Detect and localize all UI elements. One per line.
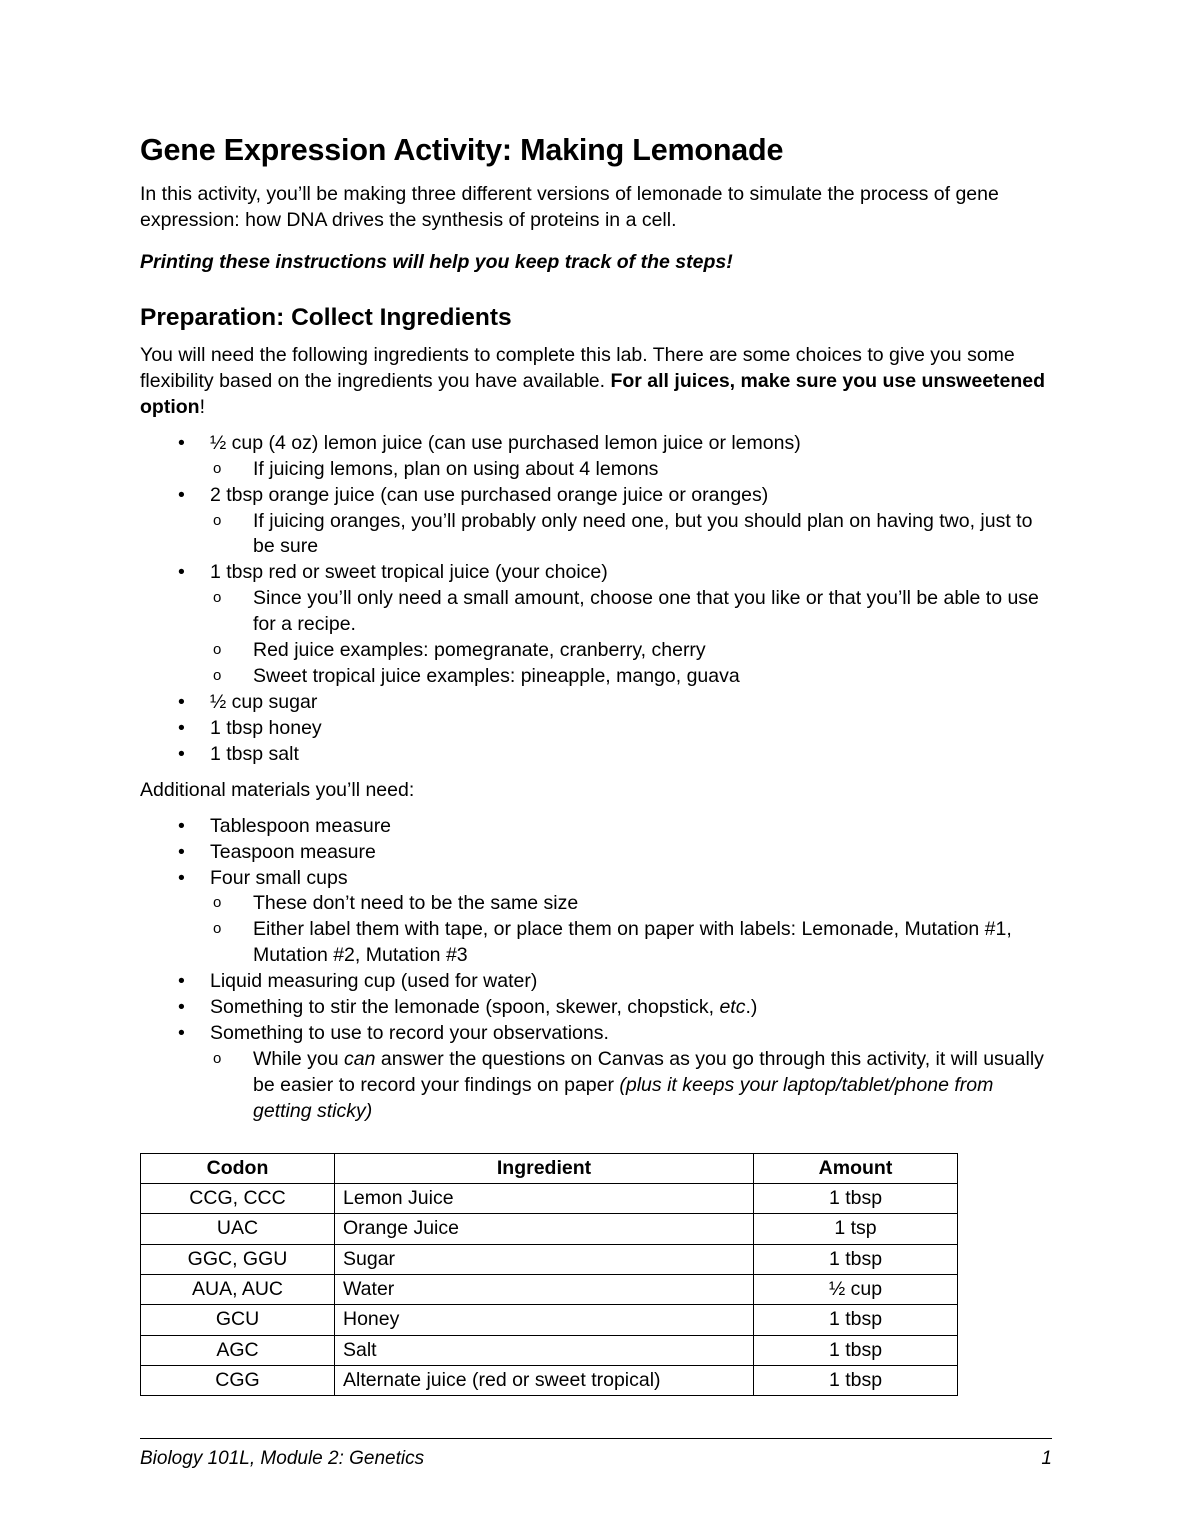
list-item: [210, 664, 1050, 690]
cell-amount: 1 tbsp: [754, 1366, 958, 1396]
preparation-intro-part1: You will need the following ingredients to complete this lab. There are some choices to give you some flexibility based on the ingredients you have available.: [140, 344, 1015, 392]
table-row: [141, 1305, 958, 1335]
list-item-label: Tablespoon measure: [210, 814, 392, 837]
record-italic-paren: (plus it keeps your laptop/tablet/phone from getting sticky): [253, 1073, 994, 1122]
sub-item-label: If juicing oranges, you’ll probably only need one, but you should plan on having two, just to be sure: [253, 509, 1033, 558]
list-item: [140, 716, 1050, 742]
sub-item-label: These don’t need to be the same size: [253, 892, 579, 915]
list-item: [210, 457, 1050, 483]
cell-ingredient: Alternate juice (red or sweet tropical): [335, 1366, 754, 1396]
cell-codon: AUA, AUC: [141, 1275, 335, 1305]
table-row: [141, 1214, 958, 1244]
bullet-icon: •: [178, 742, 185, 765]
footer-row: [140, 1448, 1052, 1470]
bullet-icon: •: [178, 996, 185, 1019]
bullet-icon: •: [178, 690, 185, 713]
bullet-icon: •: [178, 1022, 185, 1045]
column-header-codon: Codon: [141, 1153, 335, 1183]
list-item-label: 1 tbsp honey: [210, 716, 322, 739]
list-item-label: Teaspoon measure: [210, 840, 376, 863]
page-title: Gene Expression Activity: Making Lemonade: [140, 133, 784, 167]
page-footer: [140, 1438, 1052, 1470]
list-item-label: ½ cup sugar: [210, 690, 318, 713]
stir-item-italic: etc: [719, 996, 746, 1019]
bullet-icon: •: [178, 483, 185, 506]
cell-ingredient: Sugar: [335, 1244, 754, 1274]
list-item: [210, 509, 1050, 561]
cell-amount: 1 tbsp: [754, 1184, 958, 1214]
list-item: [210, 638, 1050, 664]
sub-list: [210, 457, 1050, 483]
section-heading-preparation: Preparation: Collect Ingredients: [140, 303, 512, 331]
footer-divider: [140, 1438, 1052, 1439]
circle-bullet-icon: o: [213, 459, 222, 477]
cell-codon: CCG, CCC: [141, 1184, 335, 1214]
list-item-label: 2 tbsp orange juice (can use purchased orange juice or oranges): [210, 483, 769, 506]
list-item: [140, 742, 1050, 768]
list-item: [210, 1047, 1050, 1125]
bullet-icon: •: [178, 561, 185, 584]
column-header-amount: Amount: [754, 1153, 958, 1183]
list-item-label: Something to use to record your observations.: [210, 1022, 609, 1045]
circle-bullet-icon: o: [213, 641, 222, 659]
record-mid: answer the questions on Canvas as you go through this activity, it will usually be easier to record your findings on paper: [253, 1047, 1044, 1096]
ingredients-list: [140, 431, 1050, 768]
circle-bullet-icon: o: [213, 894, 222, 912]
cell-ingredient: Honey: [335, 1305, 754, 1335]
cell-ingredient: Lemon Juice: [335, 1184, 754, 1214]
cell-codon: GGC, GGU: [141, 1244, 335, 1274]
record-italic-can: can: [344, 1047, 376, 1070]
list-item: [140, 560, 1050, 690]
cell-codon: GCU: [141, 1305, 335, 1335]
record-lead: While you: [253, 1047, 345, 1070]
table-row: [141, 1244, 958, 1274]
cell-amount: ½ cup: [754, 1275, 958, 1305]
bullet-icon: •: [178, 431, 185, 454]
list-item: [140, 1021, 1050, 1125]
preparation-intro-part2: !: [199, 395, 205, 418]
sub-item-label: [253, 1048, 1044, 1122]
additional-materials-intro: Additional materials you’ll need:: [140, 778, 415, 801]
printing-callout: Printing these instructions will help you keep track of the steps!: [140, 250, 733, 273]
footer-page-number: 1: [1041, 1448, 1052, 1469]
bullet-icon: •: [178, 716, 185, 739]
list-item: [140, 431, 1050, 483]
sub-item-label: Since you’ll only need a small amount, choose one that you like or that you’ll be able to use for a recipe.: [253, 587, 1039, 636]
cell-ingredient: Salt: [335, 1335, 754, 1365]
sub-list: [210, 586, 1050, 690]
stir-item-lead: Something to stir the lemonade (spoon, skewer, chopstick,: [210, 996, 720, 1019]
table-row: [141, 1366, 958, 1396]
circle-bullet-icon: o: [213, 589, 222, 607]
circle-bullet-icon: o: [213, 667, 222, 685]
bullet-icon: •: [178, 970, 185, 993]
preparation-intro-bold: For all juices, make sure you use unsweetened option: [140, 369, 1046, 418]
cell-amount: 1 tsp: [754, 1214, 958, 1244]
sub-item-label: Red juice examples: pomegranate, cranberry, cherry: [253, 639, 706, 662]
sub-item-label: Sweet tropical juice examples: pineapple, mango, guava: [253, 665, 740, 688]
cell-codon: CGG: [141, 1366, 335, 1396]
sub-list: [210, 509, 1050, 561]
bullet-icon: •: [178, 814, 185, 837]
circle-bullet-icon: o: [213, 511, 222, 529]
list-item: [210, 891, 1050, 917]
list-item-label: Four small cups: [210, 866, 348, 889]
list-item: [210, 586, 1050, 638]
preparation-intro: [140, 343, 1050, 421]
cell-amount: 1 tbsp: [754, 1305, 958, 1335]
sub-list: [210, 891, 1050, 969]
cell-ingredient: Water: [335, 1275, 754, 1305]
table-header-row: [141, 1153, 958, 1183]
table-row: [141, 1335, 958, 1365]
materials-list: [140, 814, 1050, 1125]
sub-item-label: Either label them with tape, or place them on paper with labels: Lemonade, Mutation #1, Mutation #2, Mutation #3: [253, 918, 1012, 967]
list-item: [140, 690, 1050, 716]
bullet-icon: •: [178, 840, 185, 863]
sub-item-label: If juicing lemons, plan on using about 4 lemons: [253, 457, 659, 480]
list-item: [140, 840, 1050, 866]
document-content: [140, 133, 1050, 1396]
cell-ingredient: Orange Juice: [335, 1214, 754, 1244]
list-item: [140, 814, 1050, 840]
footer-course-label: Biology 101L, Module 2: Genetics: [140, 1448, 425, 1469]
list-item: [140, 866, 1050, 970]
list-item: [140, 969, 1050, 995]
cell-amount: 1 tbsp: [754, 1244, 958, 1274]
list-item: [210, 917, 1050, 969]
list-item-label: Liquid measuring cup (used for water): [210, 970, 538, 993]
cell-codon: UAC: [141, 1214, 335, 1244]
list-item: [140, 995, 1050, 1021]
codon-ingredient-table: [140, 1153, 958, 1397]
column-header-ingredient: Ingredient: [335, 1153, 754, 1183]
bullet-icon: •: [178, 866, 185, 889]
circle-bullet-icon: o: [213, 1049, 222, 1067]
sub-list: [210, 1047, 1050, 1125]
list-item: [140, 483, 1050, 561]
cell-codon: AGC: [141, 1335, 335, 1365]
circle-bullet-icon: o: [213, 920, 222, 938]
table-row: [141, 1184, 958, 1214]
table-row: [141, 1275, 958, 1305]
intro-paragraph: In this activity, you’ll be making three different versions of lemonade to simulate the process of gene expression: how DNA drives the synthesis of proteins in a cell.: [140, 183, 999, 231]
list-item-label: [210, 996, 757, 1018]
list-item-label: 1 tbsp salt: [210, 742, 299, 765]
cell-amount: 1 tbsp: [754, 1335, 958, 1365]
list-item-label: 1 tbsp red or sweet tropical juice (your choice): [210, 561, 608, 584]
list-item-label: ½ cup (4 oz) lemon juice (can use purchased lemon juice or lemons): [210, 431, 801, 454]
stir-item-tail: .): [745, 996, 758, 1019]
